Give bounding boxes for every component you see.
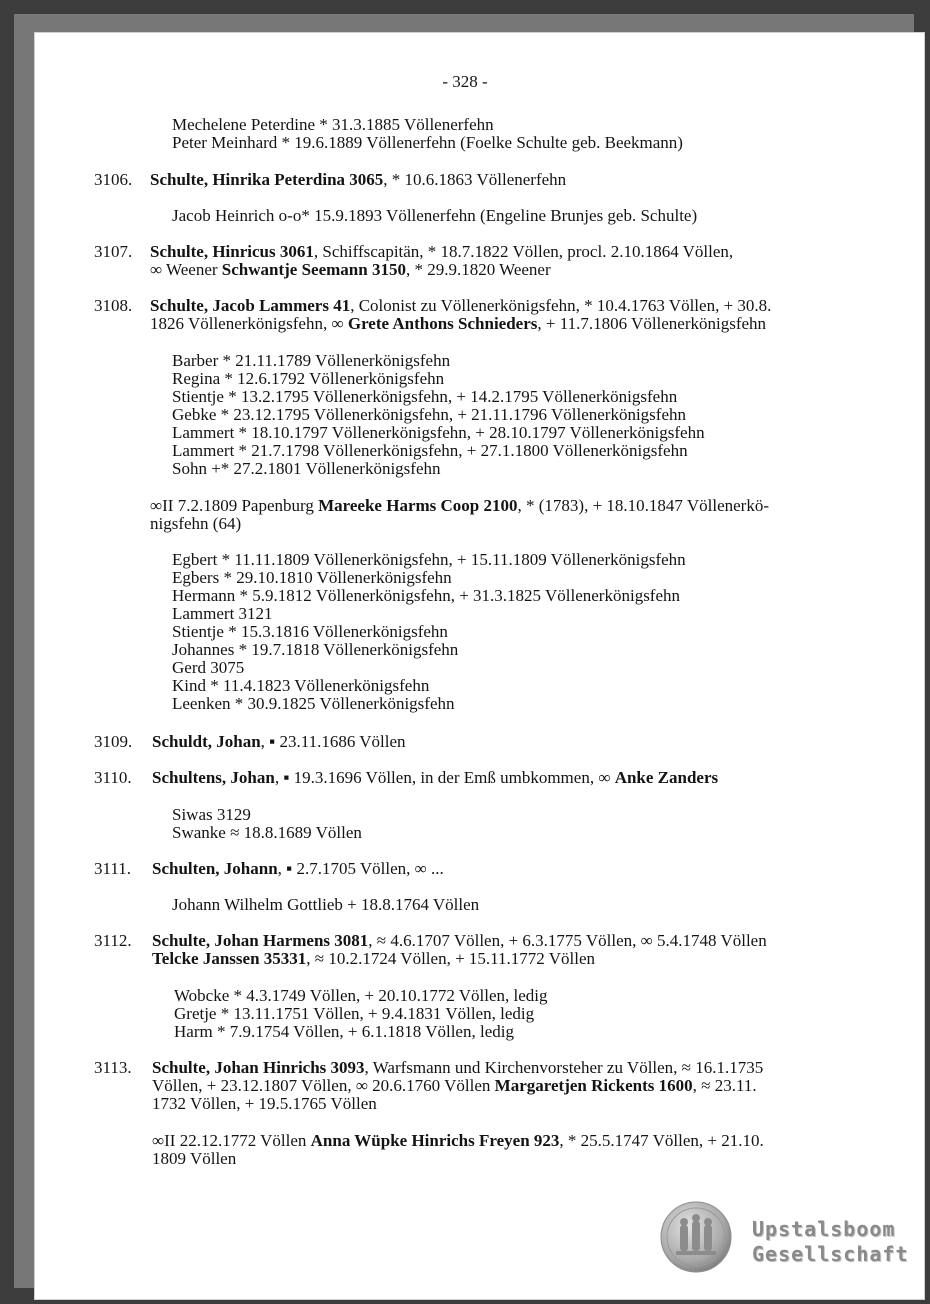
- person-name: Schulte, Jacob Lammers 41: [150, 296, 351, 315]
- line-text: Johann Wilhelm Gottlieb + 18.8.1764 Völlen: [172, 895, 480, 914]
- line-text: 3107.: [94, 242, 133, 261]
- line-text: , ≈ 4.6.1707 Völlen, + 6.3.1775 Völlen, ∞ 5.4.1748 Völlen: [368, 931, 767, 950]
- person-name: Margaretjen Rickents 1600: [494, 1076, 693, 1095]
- text-line: [152, 932, 767, 950]
- text-line: [94, 932, 132, 950]
- text-line: [172, 352, 450, 370]
- upstalsboom-seal-icon: [660, 1201, 732, 1273]
- line-text: Gretje * 13.11.1751 Völlen, + 9.4.1831 Völlen, ledig: [174, 1004, 535, 1023]
- text-line: [150, 315, 766, 333]
- line-text: , Warfsmann und Kirchenvorsteher zu Völlen, ≈ 16.1.1735: [364, 1058, 764, 1077]
- line-text: , Schiffscapitän, * 18.7.1822 Völlen, procl. 2.10.1864 Völlen,: [313, 242, 734, 261]
- line-text: , Colonist zu Völlenerkönigsfehn, * 10.4.1763 Völlen, + 30.8.: [350, 296, 772, 315]
- text-line: [152, 1132, 764, 1150]
- line-text: Johannes * 19.7.1818 Völlenerkönigsfehn: [172, 640, 459, 659]
- person-name: Schulte, Hinricus 3061: [150, 242, 314, 261]
- line-text: , * 25.5.1747 Völlen, + 21.10.: [559, 1131, 764, 1150]
- line-text: ∞ Weener: [150, 260, 222, 279]
- line-text: Stientje * 13.2.1795 Völlenerkönigsfehn, + 14.2.1795 Völlenerkönigsfehn: [172, 387, 678, 406]
- text-line: [172, 406, 686, 424]
- text-line: [94, 860, 131, 878]
- text-line: [172, 551, 686, 569]
- text-line: [152, 733, 406, 751]
- brand-line-2: Gesellschaft: [752, 1242, 909, 1266]
- text-line: [152, 1095, 377, 1113]
- line-text: Gerd 3075: [172, 658, 245, 677]
- line-text: 3110.: [94, 768, 132, 787]
- person-name: Schultens, Johan: [152, 768, 275, 787]
- text-line: [150, 297, 771, 315]
- text-line: [174, 987, 548, 1005]
- text-line: [150, 515, 241, 533]
- line-text: Swanke ≈ 18.8.1689 Völlen: [172, 823, 362, 842]
- person-name: Schwantje Seemann 3150: [221, 260, 406, 279]
- line-text: 3109.: [94, 732, 133, 751]
- line-text: , ▪ 19.3.1696 Völlen, in der Emß umbkommen, ∞: [274, 768, 615, 787]
- text-line: [152, 769, 718, 787]
- line-text: 1809 Völlen: [152, 1149, 237, 1168]
- text-line: [174, 1023, 514, 1041]
- line-text: 3106.: [94, 170, 133, 189]
- person-name: Telcke Janssen 35331: [152, 949, 307, 968]
- line-text: Barber * 21.11.1789 Völlenerkönigsfehn: [172, 351, 451, 370]
- text-line: [172, 388, 677, 406]
- text-line: [172, 587, 680, 605]
- line-text: Stientje * 15.3.1816 Völlenerkönigsfehn: [172, 622, 448, 641]
- line-text: Jacob Heinrich o-o* 15.9.1893 Völlenerfehn (Engeline Brunjes geb. Schulte): [172, 206, 698, 225]
- person-name: Schulte, Johan Harmens 3081: [152, 931, 369, 950]
- line-text: 3108.: [94, 296, 133, 315]
- line-text: Harm * 7.9.1754 Völlen, + 6.1.1818 Völlen, ledig: [174, 1022, 514, 1041]
- line-text: Lammert * 21.7.1798 Völlenerkönigsfehn, + 27.1.1800 Völlenerkönigsfehn: [172, 441, 688, 460]
- text-line: [172, 370, 444, 388]
- line-text: Siwas 3129: [172, 805, 251, 824]
- brand-line-1: Upstalsboom: [752, 1217, 896, 1241]
- line-text: , ▪ 23.11.1686 Völlen: [260, 732, 406, 751]
- line-text: nigsfehn (64): [150, 514, 242, 533]
- person-name: Schulten, Johann: [152, 859, 278, 878]
- text-line: [94, 171, 132, 189]
- line-text: Egbers * 29.10.1810 Völlenerkönigsfehn: [172, 568, 452, 587]
- text-line: [172, 806, 251, 824]
- text-line: [152, 1077, 757, 1095]
- text-line: [94, 243, 132, 261]
- line-text: Lammert 3121: [172, 604, 273, 623]
- text-line: [172, 116, 494, 134]
- text-line: [172, 677, 429, 695]
- line-text: 1826 Völlenerkönigsfehn, ∞: [150, 314, 348, 333]
- line-text: , * (1783), + 18.10.1847 Völlenerkö-: [517, 496, 769, 515]
- line-text: Sohn +* 27.2.1801 Völlenerkönigsfehn: [172, 459, 441, 478]
- text-line: [174, 1005, 534, 1023]
- person-name: Schulte, Johan Hinrichs 3093: [152, 1058, 365, 1077]
- line-text: Wobcke * 4.3.1749 Völlen, + 20.10.1772 Völlen, ledig: [174, 986, 548, 1005]
- line-text: Völlen, + 23.12.1807 Völlen, ∞ 20.6.1760 Völlen: [152, 1076, 495, 1095]
- text-line: [172, 424, 705, 442]
- person-name: Anke Zanders: [614, 768, 719, 787]
- text-line: [172, 569, 452, 587]
- text-line: [94, 1059, 132, 1077]
- text-line: [172, 896, 479, 914]
- text-line: [172, 623, 448, 641]
- line-text: , ▪ 2.7.1705 Völlen, ∞ ...: [277, 859, 444, 878]
- text-line: [172, 134, 683, 152]
- text-line: [150, 171, 566, 189]
- line-text: Lammert * 18.10.1797 Völlenerkönigsfehn, + 28.10.1797 Völlenerkönigsfehn: [172, 423, 705, 442]
- text-line: [94, 769, 132, 787]
- line-text: Kind * 11.4.1823 Völlenerkönigsfehn: [172, 676, 430, 695]
- page-number: - 328 -: [442, 72, 488, 91]
- line-text: 1732 Völlen, + 19.5.1765 Völlen: [152, 1094, 377, 1113]
- person-name: Mareeke Harms Coop 2100: [318, 496, 518, 515]
- text-line: [152, 1150, 236, 1168]
- text-line: [94, 297, 132, 315]
- line-text: 3111.: [94, 859, 131, 878]
- text-line: [150, 261, 551, 279]
- line-text: , ≈ 23.11.: [692, 1076, 757, 1095]
- line-text: , ≈ 10.2.1724 Völlen, + 15.11.1772 Völlen: [306, 949, 595, 968]
- text-line: [152, 1059, 763, 1077]
- text-line: [172, 207, 697, 225]
- line-text: 3113.: [94, 1058, 132, 1077]
- person-name: Schulte, Hinrika Peterdina 3065: [150, 170, 384, 189]
- text-line: [94, 733, 132, 751]
- person-name: Grete Anthons Schnieders: [347, 314, 538, 333]
- line-text: Gebke * 23.12.1795 Völlenerkönigsfehn, + 21.11.1796 Völlenerkönigsfehn: [172, 405, 687, 424]
- text-line: [172, 641, 458, 659]
- text-line: [172, 442, 688, 460]
- text-line: [152, 860, 444, 878]
- text-line: [172, 695, 454, 713]
- text-line: [172, 605, 273, 623]
- line-text: , * 10.6.1863 Völlenerfehn: [383, 170, 567, 189]
- text-line: [150, 243, 733, 261]
- line-text: , * 29.9.1820 Weener: [405, 260, 551, 279]
- text-line: [152, 950, 595, 968]
- line-text: ∞II 22.12.1772 Völlen: [152, 1131, 311, 1150]
- line-text: Peter Meinhard * 19.6.1889 Völlenerfehn (Foelke Schulte geb. Beekmann): [172, 133, 683, 152]
- line-text: 3112.: [94, 931, 132, 950]
- line-text: Egbert * 11.11.1809 Völlenerkönigsfehn, + 15.11.1809 Völlenerkönigsfehn: [172, 550, 686, 569]
- line-text: Hermann * 5.9.1812 Völlenerkönigsfehn, + 31.3.1825 Völlenerkönigsfehn: [172, 586, 681, 605]
- line-text: ∞II 7.2.1809 Papenburg: [150, 496, 319, 515]
- text-line: [172, 659, 244, 677]
- line-text: , + 11.7.1806 Völlenerkönigsfehn: [537, 314, 767, 333]
- line-text: Mechelene Peterdine * 31.3.1885 Völlenerfehn: [172, 115, 494, 134]
- text-line: [172, 824, 362, 842]
- person-name: Anna Wüpke Hinrichs Freyen 923: [310, 1131, 560, 1150]
- line-text: Regina * 12.6.1792 Völlenerkönigsfehn: [172, 369, 445, 388]
- text-line: [150, 497, 769, 515]
- line-text: Leenken * 30.9.1825 Völlenerkönigsfehn: [172, 694, 455, 713]
- person-name: Schuldt, Johan: [152, 732, 261, 751]
- text-line: [172, 460, 441, 478]
